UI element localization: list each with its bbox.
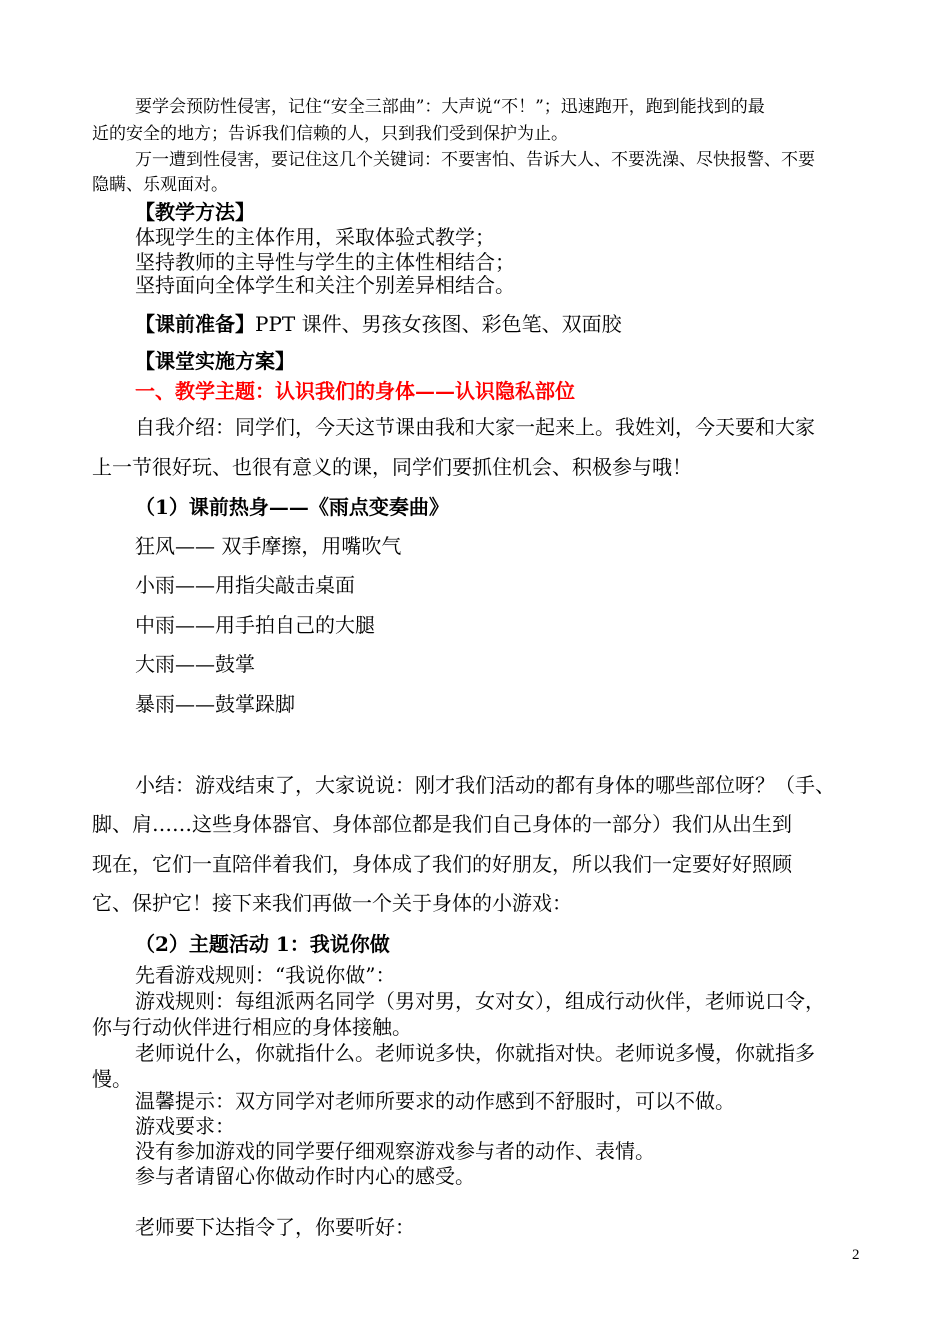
warmup-item: 中雨——用手拍自己的大腿 [135,613,375,637]
activity-line: 参与者请留心你做动作时内心的感受。 [135,1164,475,1188]
activity-line: 游戏规则：每组派两名同学（男对男，女对女），组成行动伙伴，老师说口令， [135,989,825,1013]
plan-heading: 【课堂实施方案】 [135,349,295,373]
intro-p1-line2: 近的安全的地方；告诉我们信赖的人，只到我们受到保护为止。 [92,124,568,144]
summary-line: 现在，它们一直陪伴着我们，身体成了我们的好朋友，所以我们一定要好好照顾 [92,852,792,876]
prep-heading: 【课前准备】 [135,312,255,336]
methods-item: 坚持教师的主导性与学生的主体性相结合； [135,250,515,274]
warmup-item: 暴雨——鼓掌跺脚 [135,692,295,716]
page-number: 2 [852,1247,860,1263]
warmup-item: 小雨——用指尖敲击桌面 [135,573,355,597]
activity-line: 先看游戏规则：“我说你做”： [135,963,396,987]
warmup-item: 大雨——鼓掌 [135,652,255,676]
activity-line: 老师说什么，你就指什么。老师说多快，你就指对快。老师说多慢，你就指多 [135,1041,815,1065]
methods-item: 坚持面向全体学生和关注个别差异相结合。 [135,273,515,297]
activity-line: 你与行动伙伴进行相应的身体接触。 [92,1015,412,1039]
activity-line: 慢。 [92,1067,132,1091]
self-intro-line2: 上一节很好玩、也很有意义的课，同学们要抓住机会、积极参与哦！ [92,455,692,479]
summary-line: 它、保护它！接下来我们再做一个关于身体的小游戏： [92,891,572,915]
self-intro-line1: 自我介绍：同学们，今天这节课由我和大家一起来上。我姓刘，今天要和大家 [135,415,815,439]
plan-theme: 一、教学主题：认识我们的身体——认识隐私部位 [135,379,575,403]
prep-text: PPT 课件、男孩女孩图、彩色笔、双面胶 [255,312,622,336]
prep-line [135,311,622,337]
warmup-heading: （1）课前热身——《雨点变奏曲》 [135,495,449,519]
activity-line: 没有参加游戏的同学要仔细观察游戏参与者的动作、表情。 [135,1139,655,1163]
activity-line: 游戏要求： [135,1114,235,1138]
closing-line: 老师要下达指令了，你要听好： [135,1215,415,1239]
summary-line: 脚、肩……这些身体器官、身体部位都是我们自己身体的一部分）我们从出生到 [92,812,792,836]
activity-heading: （2）主题活动 1：我说你做 [135,932,390,956]
intro-p1-line1: 要学会预防性侵害，记住“安全三部曲”：大声说“不！”；迅速跑开，跑到能找到的最 [135,97,765,117]
intro-p2-line2: 隐瞒、乐观面对。 [92,175,228,195]
activity-line: 温馨提示：双方同学对老师所要求的动作感到不舒服时，可以不做。 [135,1089,735,1113]
methods-item: 体现学生的主体作用，采取体验式教学； [135,225,495,249]
methods-heading: 【教学方法】 [135,200,255,224]
summary-line: 小结：游戏结束了，大家说说：刚才我们活动的都有身体的哪些部位呀？（手、 [135,773,835,797]
intro-p2-line1: 万一遭到性侵害，要记住这几个关键词：不要害怕、告诉大人、不要洗澡、尽快报警、不要 [135,150,815,170]
warmup-item: 狂风—— 双手摩擦，用嘴吹气 [135,534,402,558]
